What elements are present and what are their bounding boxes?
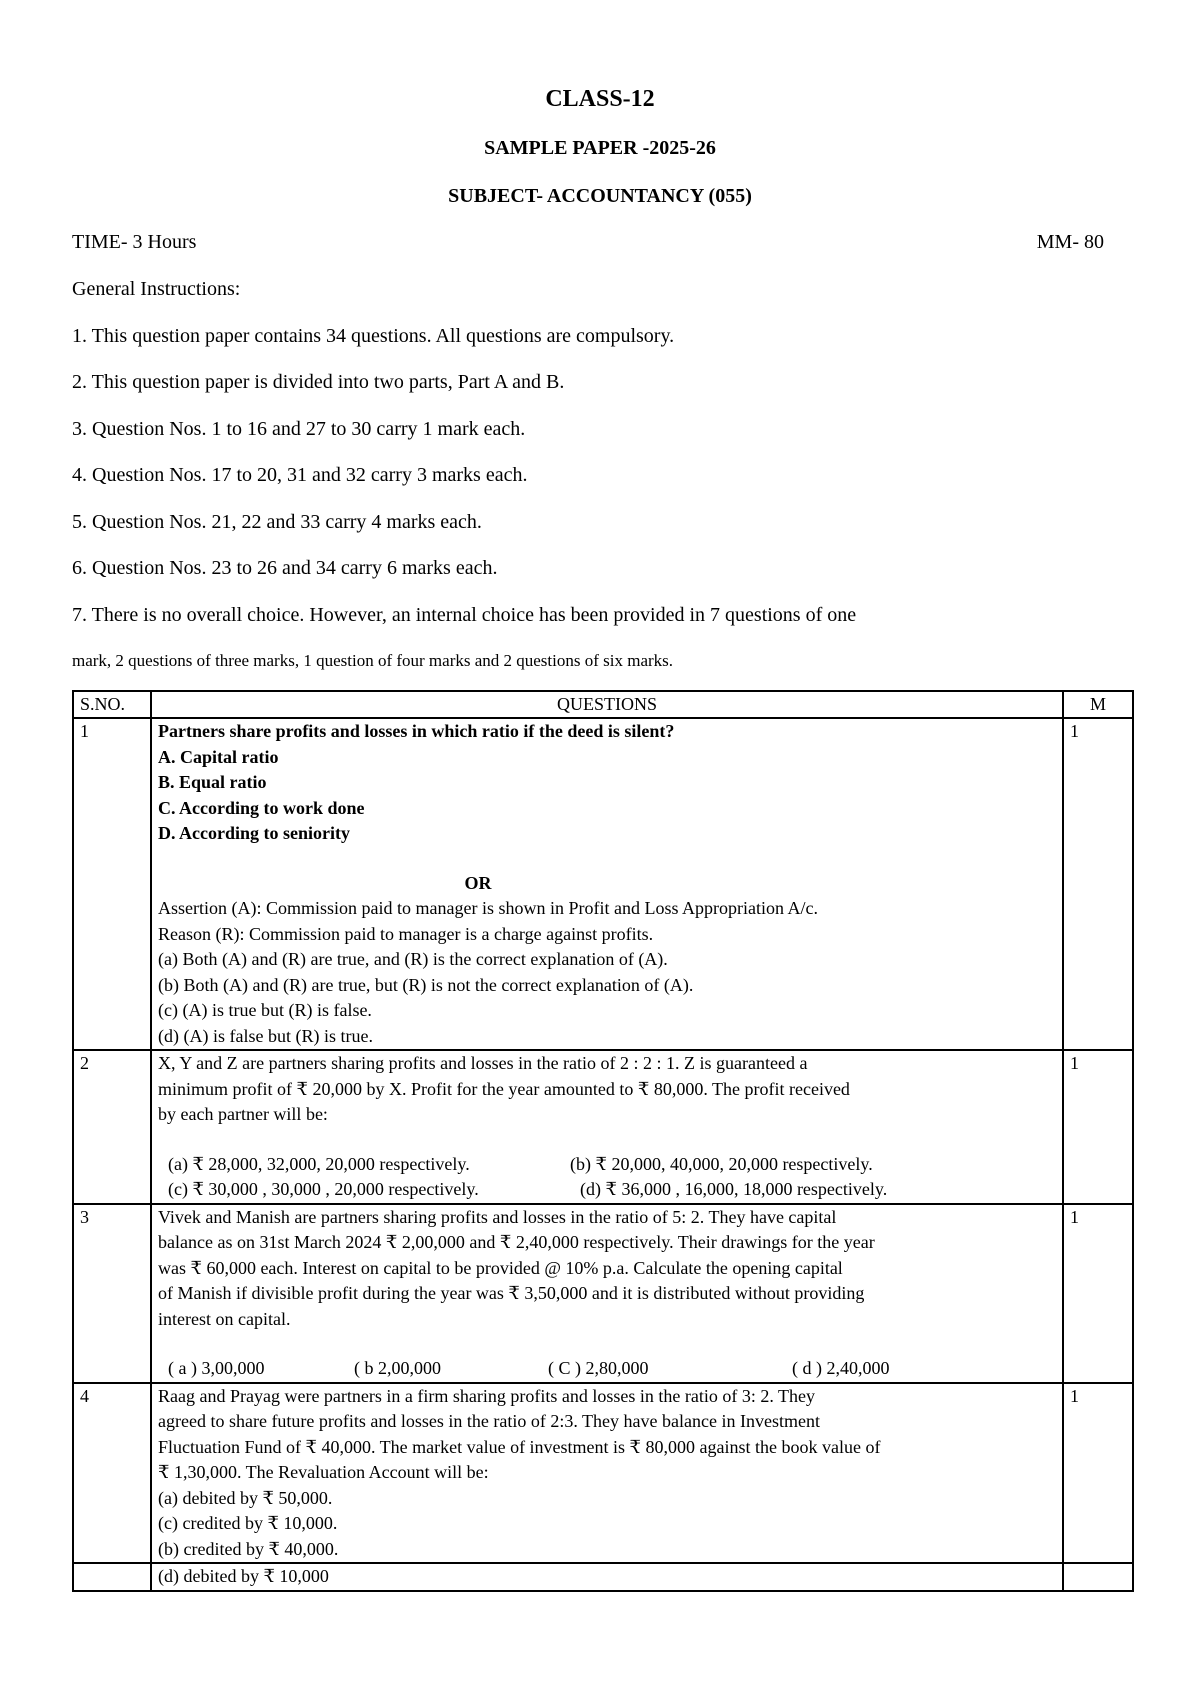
- option: C. According to work done: [158, 797, 365, 818]
- question-cell: [151, 718, 1063, 1050]
- option: ( b 2,00,000: [354, 1358, 441, 1378]
- option: (c) ₹ 30,000 , 30,000 , 20,000 respectively.: [168, 1179, 479, 1199]
- question-cell: [151, 1050, 1063, 1204]
- question-number: 4: [73, 1383, 151, 1564]
- option: (a) ₹ 28,000, 32,000, 20,000 respectively.: [168, 1153, 470, 1174]
- table-row: [73, 1563, 1133, 1591]
- assertion-text: Assertion (A): Commission paid to manager is shown in Profit and Loss Appropriation A/c.: [158, 898, 818, 918]
- header-sno: S.NO.: [73, 691, 151, 718]
- instruction-item: 2. This question paper is divided into two parts, Part A and B.: [72, 371, 565, 393]
- table-row: [73, 1204, 1133, 1383]
- instruction-continuation: mark, 2 questions of three marks, 1 question of four marks and 2 questions of six marks.: [72, 651, 674, 670]
- question-text: by each partner will be:: [158, 1104, 328, 1124]
- option: D. According to seniority: [158, 823, 350, 843]
- reason-text: Reason (R): Commission paid to manager is a charge against profits.: [158, 923, 654, 944]
- question-text: balance as on 31st March 2024 ₹ 2,00,000 and ₹ 2,40,000 respectively. Their drawings for the year: [158, 1232, 875, 1252]
- question-number: 1: [73, 718, 151, 1050]
- subject-title: SUBJECT- ACCOUNTANCY (055): [448, 185, 752, 207]
- question-text: Fluctuation Fund of ₹ 40,000. The market value of investment is ₹ 80,000 against the book value of: [158, 1436, 881, 1457]
- header-marks: M: [1063, 691, 1133, 718]
- option: B. Equal ratio: [158, 772, 267, 792]
- question-marks: 1: [1063, 1204, 1133, 1383]
- instruction-item: 1. This question paper contains 34 questions. All questions are compulsory.: [72, 325, 675, 347]
- options-row: [158, 1177, 1056, 1203]
- question-text: Partners share profits and losses in which ratio if the deed is silent?: [158, 721, 675, 741]
- questions-table: [72, 690, 1134, 1592]
- option: (b) ₹ 20,000, 40,000, 20,000 respectively.: [570, 1153, 873, 1174]
- option: ( a ) 3,00,000: [168, 1358, 265, 1378]
- option: ( C ) 2,80,000: [548, 1358, 649, 1378]
- question-text: X, Y and Z are partners sharing profits and losses in the ratio of 2 : 2 : 1. Z is guaranteed a: [158, 1053, 808, 1073]
- instruction-item: 3. Question Nos. 1 to 16 and 27 to 30 carry 1 mark each.: [72, 418, 526, 440]
- option: (b) credited by ₹ 40,000.: [158, 1538, 339, 1559]
- table-row: [73, 1383, 1133, 1564]
- instructions-heading: General Instructions:: [72, 278, 241, 300]
- question-text: agreed to share future profits and losses in the ratio of 2:3. They have balance in Investment: [158, 1411, 820, 1431]
- instruction-item: 4. Question Nos. 17 to 20, 31 and 32 carry 3 marks each.: [72, 464, 528, 486]
- or-separator: OR: [464, 872, 492, 893]
- question-marks: 1: [1063, 1383, 1133, 1564]
- option: (d) debited by ₹ 10,000: [151, 1563, 1063, 1591]
- question-text: minimum profit of ₹ 20,000 by X. Profit for the year amounted to ₹ 80,000. The profit received: [158, 1078, 850, 1099]
- option: (c) credited by ₹ 10,000.: [158, 1513, 338, 1533]
- question-cell: [151, 1204, 1063, 1383]
- question-number: 2: [73, 1050, 151, 1204]
- time-label: TIME- 3 Hours: [72, 231, 197, 253]
- header-questions: QUESTIONS: [151, 691, 1063, 718]
- options-row: [158, 1356, 1056, 1382]
- table-header-row: [73, 691, 1133, 718]
- question-text: of Manish if divisible profit during the year was ₹ 3,50,000 and it is distributed without providing: [158, 1283, 865, 1303]
- table-row: [73, 1050, 1133, 1204]
- option: (a) Both (A) and (R) are true, and (R) is the correct explanation of (A).: [158, 949, 668, 969]
- options-row: [158, 1152, 1056, 1178]
- instruction-item: 5. Question Nos. 21, 22 and 33 carry 4 marks each.: [72, 511, 482, 533]
- option: (a) debited by ₹ 50,000.: [158, 1487, 333, 1508]
- question-text: was ₹ 60,000 each. Interest on capital to be provided @ 10% p.a. Calculate the opening capital: [158, 1257, 843, 1278]
- max-marks-label: MM- 80: [1036, 231, 1104, 253]
- question-text: interest on capital.: [158, 1308, 291, 1329]
- option: ( d ) 2,40,000: [792, 1358, 890, 1378]
- instruction-item: 6. Question Nos. 23 to 26 and 34 carry 6 marks each.: [72, 557, 498, 579]
- class-title: CLASS-12: [545, 86, 655, 112]
- sample-paper-title: SAMPLE PAPER -2025-26: [484, 137, 716, 159]
- question-number: 3: [73, 1204, 151, 1383]
- option: A. Capital ratio: [158, 746, 279, 767]
- option: (c) (A) is true but (R) is false.: [158, 1000, 372, 1020]
- instruction-item: 7. There is no overall choice. However, an internal choice has been provided in 7 questions of one: [72, 604, 857, 626]
- question-text: Raag and Prayag were partners in a firm sharing profits and losses in the ratio of 3: 2. They: [158, 1385, 815, 1406]
- question-text: Vivek and Manish are partners sharing profits and losses in the ratio of 5: 2. They have capital: [158, 1206, 837, 1227]
- question-marks: 1: [1063, 1050, 1133, 1204]
- option: (d) (A) is false but (R) is true.: [158, 1025, 373, 1046]
- question-cell: [151, 1383, 1063, 1564]
- question-marks: 1: [1063, 718, 1133, 1050]
- option: (b) Both (A) and (R) are true, but (R) is not the correct explanation of (A).: [158, 974, 694, 995]
- question-text: ₹ 1,30,000. The Revaluation Account will be:: [158, 1462, 489, 1482]
- table-row: [73, 718, 1133, 1050]
- option: (d) ₹ 36,000 , 16,000, 18,000 respectively.: [580, 1179, 888, 1199]
